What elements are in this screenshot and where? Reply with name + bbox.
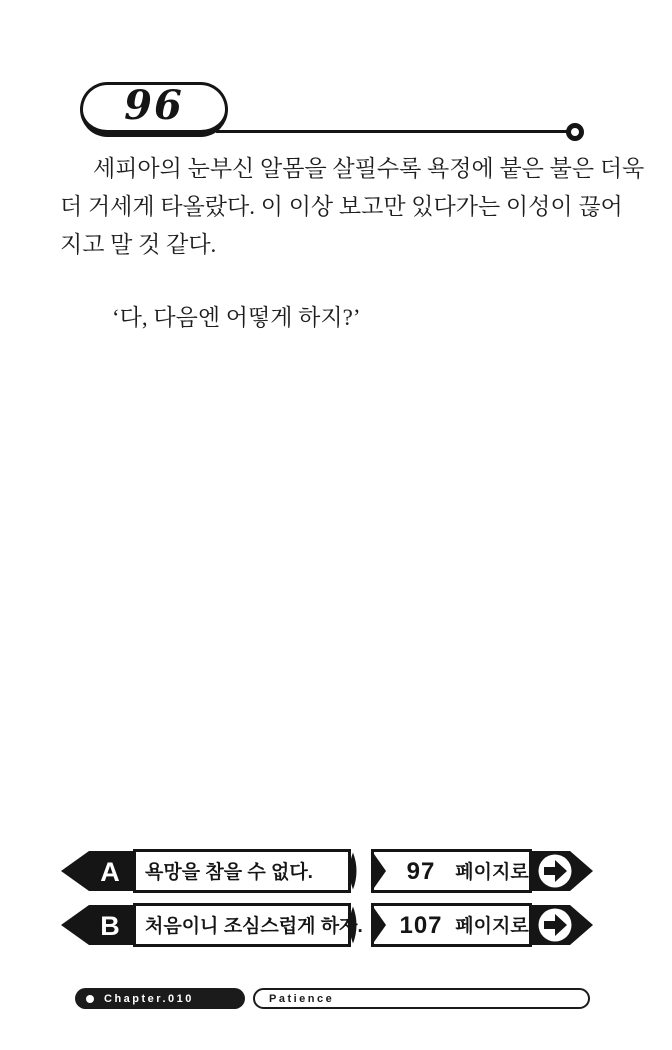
choice-text: 욕망을 참을 수 없다. (145, 862, 313, 883)
paragraph-line: 지고 말 것 같다. (60, 232, 217, 257)
line-end-ring-icon (566, 123, 584, 141)
monologue-quote: ‘다, 다음엔 어떻게 하지?’ (112, 305, 361, 330)
choice-page-suffix: 페이지로 (455, 916, 529, 937)
paragraph-line: 세피아의 눈부신 알몸을 살필수록 욕정에 붙은 불은 더욱 (93, 156, 645, 181)
choice-page-number: 97 (406, 858, 436, 885)
paragraph (60, 150, 645, 264)
chapter-label: Chapter.010 (104, 992, 194, 1005)
choice-letter: B (100, 911, 120, 941)
chapter-badge (75, 988, 245, 1009)
section-number: 96 (124, 82, 184, 129)
choice-page-number: 107 (399, 912, 443, 939)
chapter-title-label: Patience (269, 992, 335, 1005)
choice-page-suffix: 페이지로 (455, 862, 529, 883)
choice-letter-tag-icon (61, 905, 135, 945)
choice-row-b[interactable] (59, 903, 595, 947)
bullet-dot-icon (86, 995, 94, 1003)
header-divider-line (216, 130, 568, 133)
chapter-title-badge (253, 988, 590, 1009)
choice-letter: A (100, 857, 120, 887)
section-number-badge (80, 82, 228, 137)
choice-row-a[interactable] (59, 849, 595, 893)
paragraph-line: 더 거세게 타올랐다. 이 이상 보고만 있다가는 이성이 끊어 (60, 194, 623, 219)
choice-letter-tag-icon (61, 851, 135, 891)
choice-text: 처음이니 조심스럽게 하자. (145, 916, 363, 937)
